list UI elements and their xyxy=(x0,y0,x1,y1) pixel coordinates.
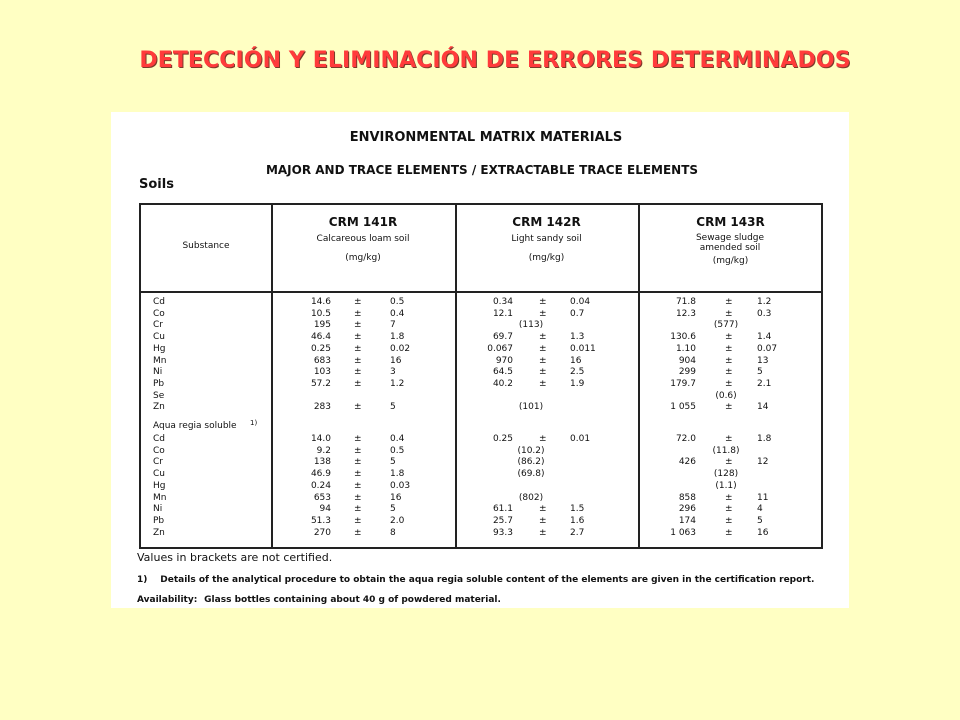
uncertainty: 1.6 xyxy=(570,515,585,526)
document-subtitle: MAJOR AND TRACE ELEMENTS / EXTRACTABLE TRACE ELEMENTS xyxy=(265,163,699,177)
uncertainty: 0.01 xyxy=(570,434,591,444)
certified-value: 69.7 xyxy=(492,332,513,343)
plus-minus: ± xyxy=(539,378,547,389)
uncertainty: 12 xyxy=(757,457,769,468)
uncertainty: 0.5 xyxy=(390,445,405,456)
certified-value: 138 xyxy=(313,457,331,468)
plus-minus: ± xyxy=(354,367,362,378)
certified-value: 14.0 xyxy=(310,434,331,444)
footnote-marker: 1) xyxy=(250,419,258,427)
uncertainty: 0.5 xyxy=(390,297,405,307)
table-row xyxy=(141,320,821,331)
plus-minus: ± xyxy=(539,332,547,343)
plus-minus: ± xyxy=(539,527,547,538)
header-divider xyxy=(141,291,821,293)
element-symbol: Mn xyxy=(153,492,167,503)
uncertainty: 0.4 xyxy=(390,308,405,319)
plus-minus: ± xyxy=(354,308,362,319)
certified-value: 0.25 xyxy=(492,434,513,444)
certified-value: 1 055 xyxy=(670,402,696,413)
certified-value: 12.1 xyxy=(492,308,513,319)
uncertainty: 5 xyxy=(390,402,396,413)
plus-minus: ± xyxy=(539,515,547,526)
footnote xyxy=(137,575,814,585)
uncertified-value: (0.6) xyxy=(715,390,737,401)
plus-minus: ± xyxy=(354,297,362,307)
aqua-regia-label xyxy=(153,421,821,432)
certified-value: 0.24 xyxy=(310,480,331,491)
element-symbol: Ni xyxy=(153,504,163,515)
table-row xyxy=(141,504,821,515)
element-symbol: Pb xyxy=(153,378,165,389)
uncertainty: 16 xyxy=(757,527,769,538)
certified-value: 683 xyxy=(313,355,331,366)
certified-value: 0.25 xyxy=(310,343,331,354)
certified-value: 94 xyxy=(319,504,331,515)
plus-minus: ± xyxy=(725,367,733,378)
uncertainty: 2.1 xyxy=(757,378,772,389)
crm-description: Sewage sludge amended soil xyxy=(695,233,765,253)
uncertified-value: (69.8) xyxy=(517,469,545,480)
uncertainty: 3 xyxy=(390,367,396,378)
plus-minus: ± xyxy=(354,527,362,538)
element-symbol: Cu xyxy=(153,332,165,343)
table-row xyxy=(141,332,821,343)
certified-value: 9.2 xyxy=(316,445,331,456)
element-symbol: Ni xyxy=(153,367,163,378)
table-row xyxy=(141,446,821,457)
aqua-regia-text: Aqua regia soluble xyxy=(153,421,237,431)
footnote-marker: 1) xyxy=(137,575,148,585)
certified-value: 14.6 xyxy=(310,297,331,307)
uncertainty: 13 xyxy=(757,355,769,366)
plus-minus: ± xyxy=(725,343,733,354)
table-row xyxy=(141,309,821,320)
uncertainty: 2.5 xyxy=(570,367,585,378)
table-row xyxy=(141,457,821,468)
element-symbol: Co xyxy=(153,445,165,456)
plus-minus: ± xyxy=(725,504,733,515)
plus-minus: ± xyxy=(354,457,362,468)
availability-label: Availability: xyxy=(137,595,198,605)
element-symbol: Cr xyxy=(153,320,163,331)
uncertified-value: (86.2) xyxy=(517,457,545,468)
certified-value: 426 xyxy=(678,457,696,468)
certified-value: 1.10 xyxy=(675,343,696,354)
plus-minus: ± xyxy=(725,492,733,503)
crm-name: CRM 142R xyxy=(512,215,581,229)
uncertainty: 0.7 xyxy=(570,308,585,319)
certified-value: 195 xyxy=(313,320,331,331)
certified-value: 1 063 xyxy=(670,527,696,538)
column-header-crm143r xyxy=(638,205,823,291)
plus-minus: ± xyxy=(354,332,362,343)
plus-minus: ± xyxy=(354,320,362,331)
certified-value: 970 xyxy=(495,355,513,366)
plus-minus: ± xyxy=(539,308,547,319)
certified-value: 179.7 xyxy=(670,378,696,389)
certified-value: 270 xyxy=(313,527,331,538)
element-symbol: Cd xyxy=(153,434,165,444)
uncertainty: 1.3 xyxy=(570,332,585,343)
certified-value: 296 xyxy=(678,504,696,515)
plus-minus: ± xyxy=(539,297,547,307)
uncertainty: 1.2 xyxy=(390,378,405,389)
plus-minus: ± xyxy=(354,355,362,366)
element-symbol: Mn xyxy=(153,355,167,366)
uncertified-value: (128) xyxy=(713,469,739,480)
element-symbol: Cr xyxy=(153,457,163,468)
table-row xyxy=(141,516,821,527)
certified-value: 283 xyxy=(313,402,331,413)
plus-minus: ± xyxy=(539,355,547,366)
certified-value: 46.9 xyxy=(310,469,331,480)
certified-value: 653 xyxy=(313,492,331,503)
plus-minus: ± xyxy=(725,378,733,389)
uncertainty: 0.03 xyxy=(390,480,411,491)
certified-value: 174 xyxy=(678,515,696,526)
uncertainty: 4 xyxy=(757,504,763,515)
uncertainty: 16 xyxy=(390,492,402,503)
plus-minus: ± xyxy=(725,297,733,307)
certified-value: 93.3 xyxy=(492,527,513,538)
crm-name: CRM 141R xyxy=(328,215,398,229)
uncertainty: 5 xyxy=(757,367,763,378)
plus-minus: ± xyxy=(354,515,362,526)
element-symbol: Co xyxy=(153,308,165,319)
element-symbol: Zn xyxy=(153,527,165,538)
plus-minus: ± xyxy=(725,332,733,343)
certified-value: 858 xyxy=(678,492,696,503)
table-row xyxy=(141,434,821,445)
certified-value: 103 xyxy=(313,367,331,378)
uncertainty: 5 xyxy=(757,515,763,526)
plus-minus: ± xyxy=(354,445,362,456)
table-row xyxy=(141,493,821,504)
certified-value: 71.8 xyxy=(675,297,696,307)
element-symbol: Hg xyxy=(153,480,166,491)
uncertainty: 0.04 xyxy=(570,297,591,307)
table-row xyxy=(141,297,821,308)
brackets-note: Values in brackets are not certified. xyxy=(137,551,333,564)
plus-minus: ± xyxy=(725,457,733,468)
crm-unit: (mg/kg) xyxy=(345,253,381,263)
uncertainty: 5 xyxy=(390,504,396,515)
certified-value: 40.2 xyxy=(492,378,513,389)
plus-minus: ± xyxy=(539,434,547,444)
uncertainty: 1.8 xyxy=(390,332,405,343)
uncertainty: 8 xyxy=(390,527,396,538)
element-symbol: Hg xyxy=(153,343,166,354)
plus-minus: ± xyxy=(354,378,362,389)
uncertainty: 0.3 xyxy=(757,308,772,319)
crm-description: Calcareous loam soil xyxy=(316,234,410,244)
scanned-table-image xyxy=(111,112,849,608)
certified-value: 57.2 xyxy=(310,378,331,389)
plus-minus: ± xyxy=(725,515,733,526)
data-table xyxy=(139,203,823,549)
uncertified-value: (10.2) xyxy=(517,445,545,456)
certified-value: 25.7 xyxy=(492,515,513,526)
section-heading: Soils xyxy=(139,177,174,192)
plus-minus: ± xyxy=(725,527,733,538)
plus-minus: ± xyxy=(539,504,547,515)
table-row xyxy=(141,469,821,480)
uncertainty: 1.8 xyxy=(757,434,772,444)
availability-text: Glass bottles containing about 40 g of powdered material. xyxy=(204,595,501,605)
plus-minus: ± xyxy=(354,343,362,354)
uncertainty: 0.07 xyxy=(757,343,778,354)
uncertainty: 0.02 xyxy=(390,343,411,354)
footnote-text: Details of the analytical procedure to obtain the aqua regia soluble content of the elements are given in the certification report. xyxy=(160,575,815,585)
uncertainty: 1.2 xyxy=(757,297,772,307)
uncertified-value: (11.8) xyxy=(712,445,740,456)
table-row xyxy=(141,344,821,355)
element-symbol: Pb xyxy=(153,515,165,526)
uncertainty: 2.7 xyxy=(570,527,585,538)
crm-unit: (mg/kg) xyxy=(528,253,565,263)
uncertified-value: (113) xyxy=(518,320,544,331)
plus-minus: ± xyxy=(354,402,362,413)
plus-minus: ± xyxy=(725,434,733,444)
certified-value: 0.067 xyxy=(487,343,513,354)
uncertified-value: (577) xyxy=(713,320,739,331)
certified-value: 51.3 xyxy=(310,515,331,526)
table-row xyxy=(141,379,821,390)
uncertainty: 1.9 xyxy=(570,378,585,389)
certified-value: 0.34 xyxy=(492,297,513,307)
plus-minus: ± xyxy=(354,492,362,503)
column-header-crm142r xyxy=(455,205,638,291)
plus-minus: ± xyxy=(539,343,547,354)
uncertified-value: (1.1) xyxy=(715,480,737,491)
table-row xyxy=(141,528,821,539)
certified-value: 61.1 xyxy=(492,504,513,515)
element-symbol: Cu xyxy=(153,469,165,480)
certified-value: 46.4 xyxy=(310,332,331,343)
crm-unit: (mg/kg) xyxy=(712,256,749,266)
plus-minus: ± xyxy=(354,434,362,444)
plus-minus: ± xyxy=(725,308,733,319)
table-row xyxy=(141,481,821,492)
uncertainty: 1.5 xyxy=(570,504,585,515)
availability-note xyxy=(137,595,501,605)
uncertainty: 2.0 xyxy=(390,515,405,526)
element-symbol: Zn xyxy=(153,402,165,413)
uncertainty: 16 xyxy=(390,355,402,366)
uncertified-value: (802) xyxy=(518,492,544,503)
plus-minus: ± xyxy=(354,504,362,515)
certified-value: 904 xyxy=(678,355,696,366)
uncertainty: 14 xyxy=(757,402,769,413)
plus-minus: ± xyxy=(725,355,733,366)
table-row xyxy=(141,402,821,413)
element-symbol: Se xyxy=(153,390,165,401)
certified-value: 12.3 xyxy=(675,308,696,319)
certified-value: 130.6 xyxy=(670,332,696,343)
uncertainty: 1.4 xyxy=(757,332,772,343)
plus-minus: ± xyxy=(725,402,733,413)
uncertainty: 7 xyxy=(390,320,396,331)
crm-name: CRM 143R xyxy=(696,215,765,229)
table-row xyxy=(141,356,821,367)
substance-header: Substance xyxy=(182,241,230,251)
uncertainty: 11 xyxy=(757,492,769,503)
crm-description: Light sandy soil xyxy=(511,234,582,244)
certified-value: 72.0 xyxy=(675,434,696,444)
uncertainty: 0.011 xyxy=(570,343,596,354)
column-header-crm141r xyxy=(271,205,455,291)
uncertified-value: (101) xyxy=(518,402,544,413)
uncertainty: 1.8 xyxy=(390,469,405,480)
uncertainty: 5 xyxy=(390,457,396,468)
certified-value: 10.5 xyxy=(310,308,331,319)
table-row xyxy=(141,367,821,378)
plus-minus: ± xyxy=(539,367,547,378)
plus-minus: ± xyxy=(354,469,362,480)
certified-value: 299 xyxy=(678,367,696,378)
certified-value: 64.5 xyxy=(492,367,513,378)
uncertainty: 16 xyxy=(570,355,582,366)
plus-minus: ± xyxy=(354,480,362,491)
element-symbol: Cd xyxy=(153,297,165,307)
uncertainty: 0.4 xyxy=(390,434,405,444)
document-title: ENVIRONMENTAL MATRIX MATERIALS xyxy=(349,130,623,145)
slide-title: DETECCIÓN Y ELIMINACIÓN DE ERRORES DETERMINADOS xyxy=(139,48,851,73)
table-row xyxy=(141,391,821,402)
